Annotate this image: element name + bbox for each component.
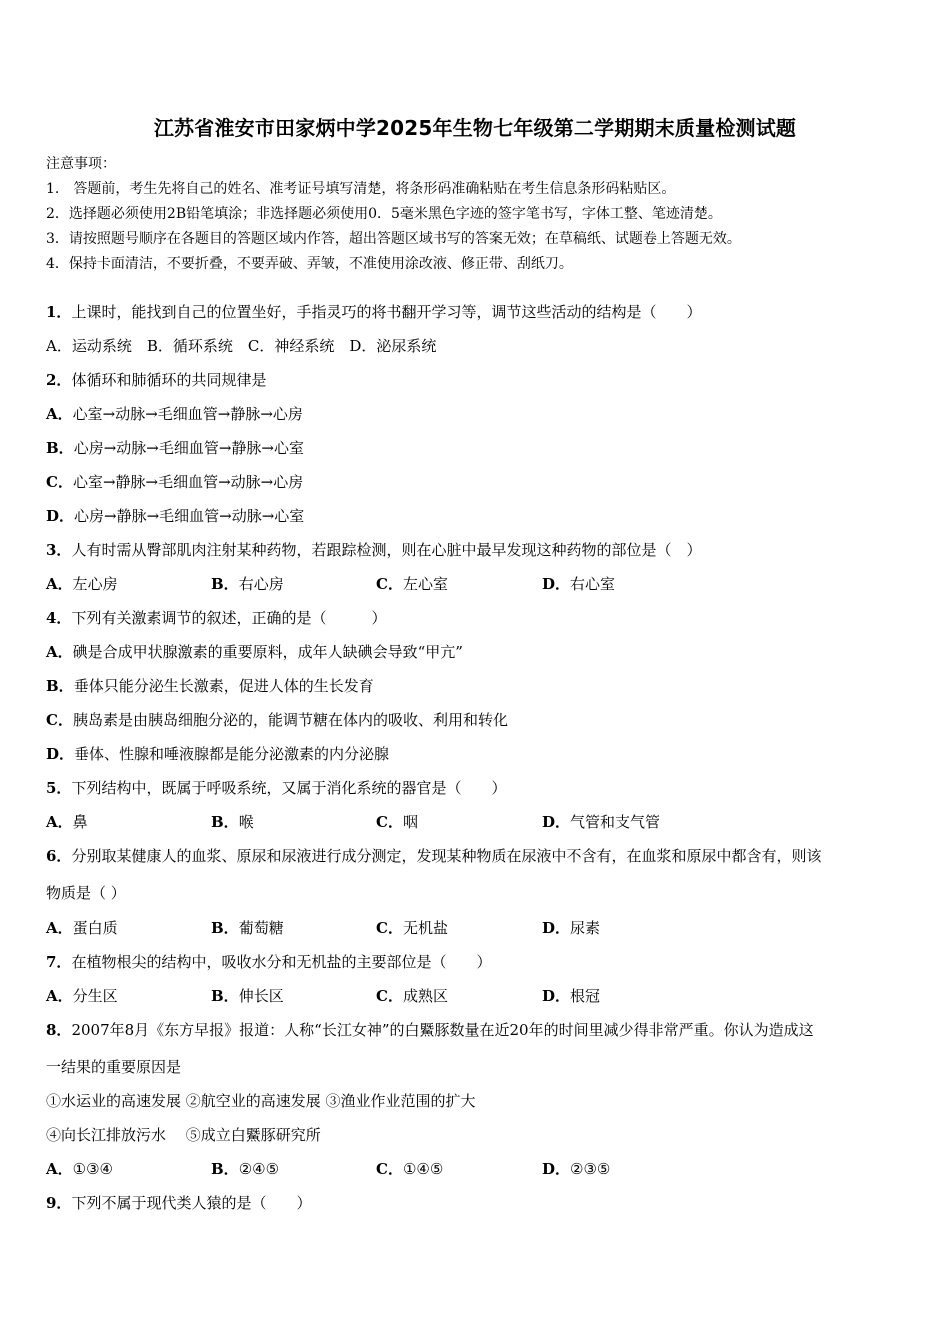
question-6-options [46, 917, 906, 939]
question-5 [46, 777, 506, 798]
question-8-stem-cont: 一结果的重要原因是 [46, 1058, 182, 1076]
notice-item-3: 3．请按照题号顺序在各题目的答题区域内作答，超出答题区域书写的答案无效；在草稿纸、试题卷上答题无效。 [46, 231, 741, 247]
option-c: C．咽 [376, 813, 418, 831]
question-number: 1． [46, 303, 72, 321]
question-9 [46, 1192, 311, 1213]
question-stem: 下列不属于现代类人猿的是（ ） [71, 1194, 312, 1212]
question-stem: 体循环和肺循环的共同规律是 [71, 371, 267, 389]
option-d: D．②③⑤ [542, 1160, 611, 1178]
notice-item-4: 4．保持卡面清洁，不要折叠，不要弄破、弄皱，不准使用涂改液、修正带、刮纸刀。 [46, 256, 573, 272]
option-c: C．心室→静脉→毛细血管→动脉→心房 [46, 473, 304, 491]
question-1 [46, 301, 701, 322]
option-d: D．根冠 [542, 987, 601, 1005]
option-a: A．左心房 [46, 575, 118, 593]
question-8-statement-2: ④向长江排放污水 ⑤成立白鱀豚研究所 [46, 1126, 321, 1144]
question-number: 3． [46, 541, 72, 559]
option-b: B．伸长区 [211, 987, 284, 1005]
question-5-options [46, 811, 906, 833]
question-number: 5． [46, 779, 72, 797]
question-2 [46, 369, 266, 390]
option-c: C．成熟区 [376, 987, 448, 1005]
question-6-stem-cont: 物质是（ ） [46, 884, 126, 902]
question-stem: 人有时需从臀部肌肉注射某种药物，若跟踪检测，则在心脏中最早发现这种药物的部位是（ ） [71, 541, 702, 559]
option-d: D．心房→静脉→毛细血管→动脉→心室 [46, 507, 305, 525]
option-a: A．心室→动脉→毛细血管→静脉→心房 [46, 405, 303, 423]
notice-heading: 注意事项： [46, 156, 116, 172]
question-number: 7． [46, 953, 72, 971]
option-c: C．胰岛素是由胰岛细胞分泌的，能调节糖在体内的吸收、利用和转化 [46, 711, 508, 729]
question-stem: 下列结构中，既属于呼吸系统，又属于消化系统的器官是（ ） [71, 779, 507, 797]
question-number: 8． [46, 1021, 72, 1039]
option-a: A．鼻 [46, 813, 88, 831]
option-b: B．右心房 [211, 575, 284, 593]
question-4 [46, 607, 386, 628]
option-b: B．垂体只能分泌生长激素，促进人体的生长发育 [46, 677, 374, 695]
page-title: 江苏省淮安市田家炳中学2025年生物七年级第二学期期末质量检测试题 [153, 116, 797, 140]
notice-item-1: 1. 答题前，考生先将自己的姓名、准考证号填写清楚，将条形码准确粘贴在考生信息条形码粘贴区。 [46, 181, 676, 197]
option-c: C．左心室 [376, 575, 448, 593]
question-number: 2． [46, 371, 72, 389]
notice-item-2: 2．选择题必须使用2B铅笔填涂；非选择题必须使用0．5毫米黑色字迹的签字笔书写，字体工整、笔迹清楚。 [46, 206, 722, 222]
question-3-options [46, 573, 906, 595]
option-a: A．蛋白质 [46, 919, 118, 937]
option-a: A．①③④ [46, 1160, 113, 1178]
question-8-statement-1: ①水运业的高速发展 ②航空业的高速发展 ③渔业作业范围的扩大 [46, 1092, 476, 1110]
option-b: B．心房→动脉→毛细血管→静脉→心室 [46, 439, 304, 457]
question-stem: 在植物根尖的结构中，吸收水分和无机盐的主要部位是（ ） [71, 953, 492, 971]
question-number: 9． [46, 1194, 72, 1212]
question-stem: 下列有关激素调节的叙述，正确的是（ ） [71, 609, 387, 627]
question-7 [46, 951, 491, 972]
option-a: A．碘是合成甲状腺激素的重要原料，成年人缺碘会导致“甲亢” [46, 643, 463, 661]
question-number: 4． [46, 609, 72, 627]
question-1-options: A．运动系统 B．循环系统 C．神经系统 D．泌尿系统 [46, 337, 437, 355]
option-d: D．垂体、性腺和唾液腺都是能分泌激素的内分泌腺 [46, 745, 390, 763]
option-c: C．①④⑤ [376, 1160, 444, 1178]
question-stem: 分别取某健康人的血浆、原尿和尿液进行成分测定，发现某种物质在尿液中不含有，在血浆和原尿中都含有，则该 [71, 847, 822, 865]
option-b: B．喉 [211, 813, 254, 831]
question-7-options [46, 985, 906, 1007]
question-8 [46, 1019, 814, 1040]
option-d: D．右心室 [542, 575, 616, 593]
question-stem: 上课时，能找到自己的位置坐好，手指灵巧的将书翻开学习等，调节这些活动的结构是（ ） [71, 303, 702, 321]
question-stem: 2007年8月《东方早报》报道：人称“长江女神”的白鱀豚数量在近20年的时间里减少得非常严重。你认为造成这 [71, 1021, 814, 1039]
question-3 [46, 539, 701, 560]
option-d: D．尿素 [542, 919, 601, 937]
question-number: 6． [46, 847, 72, 865]
option-b: B．葡萄糖 [211, 919, 284, 937]
question-6 [46, 845, 821, 866]
option-a: A．分生区 [46, 987, 118, 1005]
option-c: C．无机盐 [376, 919, 448, 937]
question-8-options [46, 1158, 906, 1180]
option-d: D．气管和支气管 [542, 813, 661, 831]
option-b: B．②④⑤ [211, 1160, 280, 1178]
